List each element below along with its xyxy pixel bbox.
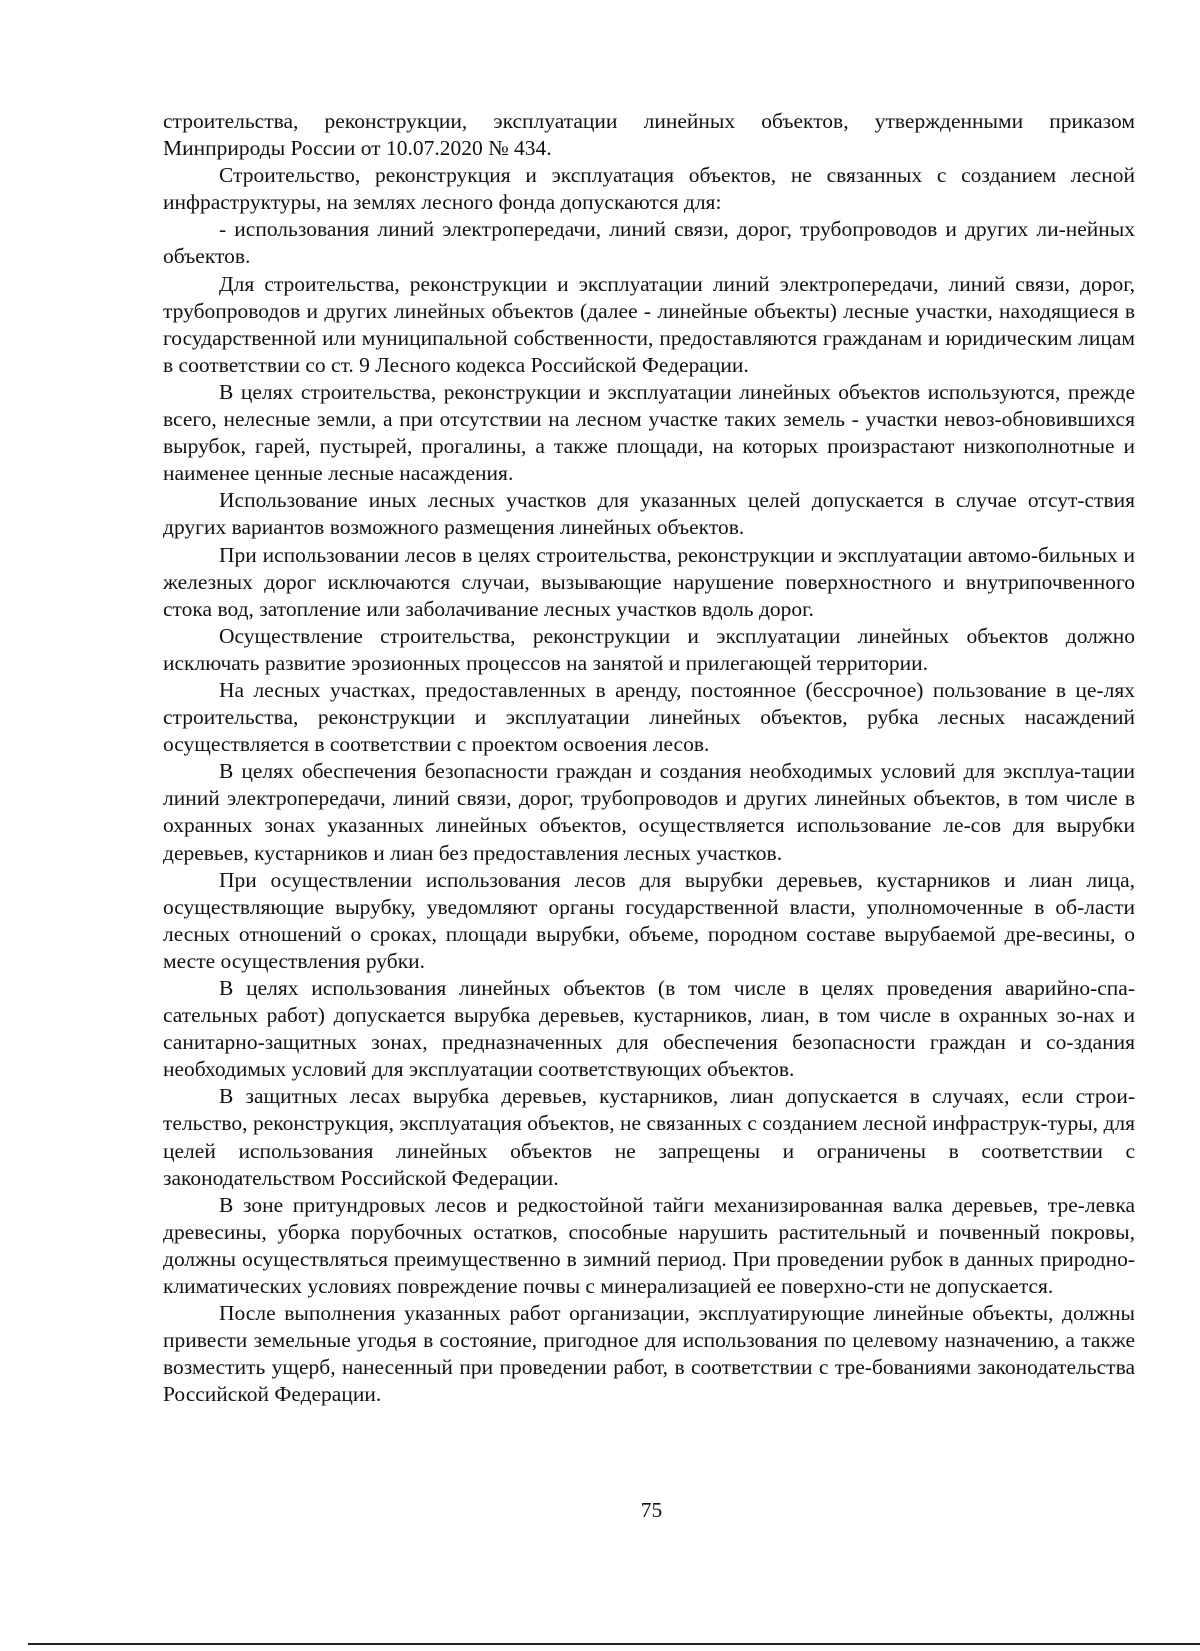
page-number: 75: [640, 1498, 663, 1522]
paragraph: Строительство, реконструкция и эксплуатация объектов, не связанных с созданием лесной инфраструктуры, на землях лесного фонда допускаются для:: [163, 163, 1135, 215]
paragraph: На лесных участках, предоставленных в аренду, постоянное (бессрочное) пользование в це-лях строительства, реконструкции и эксплуатации линейных объектов, рубка лесных насаждений осуществляется в соответствии с проектом освоения лесов.: [163, 677, 1135, 757]
paragraph: В зоне притундровых лесов и редкостойной тайги механизированная валка деревьев, тре-левка древесины, уборка порубочных остатков, способные нарушить растительный и почвенный покровы, должны осуществляться преимущественно в зимний период. При проведении рубок в данных природно-климатических условиях повреждение почвы с минерализацией ее поверхно-сти не допускается.: [163, 1192, 1135, 1299]
paragraph: строительства, реконструкции, эксплуатации линейных объектов, утвержденными приказом Минприроды России от 10.07.2020 № 434.: [163, 109, 1135, 161]
paragraph: В целях обеспечения безопасности граждан и создания необходимых условий для эксплуа-тации линий электропередачи, линий связи, дорог, трубопроводов и других линейных объектов, в том числе в охранных зонах указанных линейных объектов, осуществляется использование ле-сов для вырубки деревьев, кустарников и лиан без предоставления лесных участков.: [163, 759, 1135, 865]
paragraph: В целях строительства, реконструкции и эксплуатации линейных объектов используются, прежде всего, нелесные земли, а при отсутствии на лесном участке таких земель - участки невоз-обновившихся вырубок, гарей, пустырей, прогалины, а также площади, на которых произрастают низкополнотные и наименее ценные лесные насаждения.: [163, 379, 1135, 486]
paragraph: В защитных лесах вырубка деревьев, кустарников, лиан допускается в случаях, если строи-тельство, реконструкция, эксплуатация объектов, не связанных с созданием лесной инфраструк-туры, для целей использования линейных объектов не запрещены и ограничены в соответствии с законодательством Российской Федерации.: [163, 1084, 1135, 1190]
paragraph: Осуществление строительства, реконструкции и эксплуатации линейных объектов должно исключать развитие эрозионных процессов на занятой и прилегающей территории.: [163, 623, 1135, 675]
paragraph: - использования линий электропередачи, линий связи, дорог, трубопроводов и других ли-нейных объектов.: [163, 217, 1135, 269]
paragraph: После выполнения указанных работ организации, эксплуатирующие линейные объекты, должны привести земельные угодья в состояние, пригодное для использования по целевому назначению, а также возместить ущерб, нанесенный при проведении работ, в соответствии с тре-бованиями законодательства Российской Федерации.: [163, 1301, 1135, 1407]
paragraph: Использование иных лесных участков для указанных целей допускается в случае отсут-ствия других вариантов возможного размещения линейных объектов.: [163, 488, 1135, 540]
paragraph: При использовании лесов в целях строительства, реконструкции и эксплуатации автомо-бильных и железных дорог исключаются случаи, вызывающие нарушение поверхностного и внутрипочвенного стока вод, затопление или заболачивание лесных участков вдоль дорог.: [163, 542, 1135, 621]
paragraph: Для строительства, реконструкции и эксплуатации линий электропередачи, линий связи, дорог, трубопроводов и других линейных объектов (далее - линейные объекты) лесные участки, находящиеся в государственной или муниципальной собственности, предоставляются гражданам и юридическим лицам в соответствии со ст. 9 Лесного кодекса Российской Федерации.: [163, 271, 1135, 377]
paragraph: При осуществлении использования лесов для вырубки деревьев, кустарников и лиан лица, осуществляющие вырубку, уведомляют органы государственной власти, уполномоченные в об-ласти лесных отношений о сроках, площади вырубки, объеме, породном составе вырубаемой дре-весины, о месте осуществления рубки.: [163, 867, 1135, 973]
paragraph: В целях использования линейных объектов (в том числе в целях проведения аварийно-спа-сательных работ) допускается вырубка деревьев, кустарников, лиан, в том числе в охранных зо-нах и санитарно-защитных зонах, предназначенных для обеспечения безопасности граждан и со-здания необходимых условий для эксплуатации соответствующих объектов.: [163, 976, 1135, 1082]
body-text: [163, 108, 1135, 1409]
bottom-divider: [28, 1643, 1200, 1645]
